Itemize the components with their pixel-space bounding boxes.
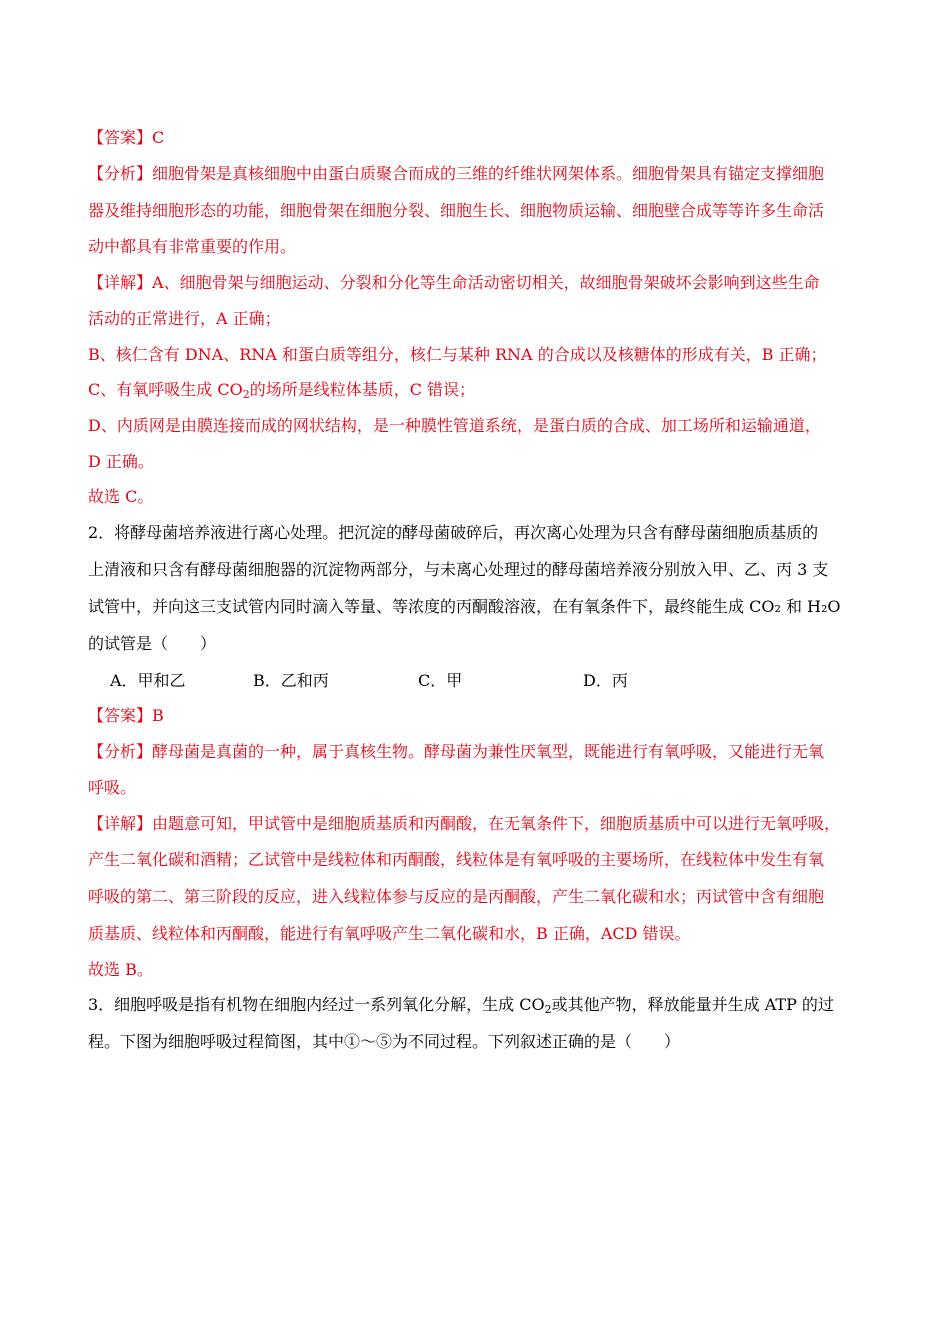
q2-answer-tag: 【答案】 — [88, 706, 153, 725]
q1-analysis-text-1: 细胞骨架是真核细胞中由蛋白质聚合而成的三维的纤维状网架体系。细胞骨架具有锚定支撑细胞 — [152, 164, 825, 183]
q1-detail-text-4a: C、有氧呼吸生成 CO — [88, 380, 243, 399]
q2-detail-line-2: 产生二氧化碳和酒精；乙试管中是线粒体和丙酮酸，线粒体是有氧呼吸的主要场所，在线粒体中发生有氧 — [88, 850, 825, 869]
q3-stem-text-1b: 或其他产物，释放能量并生成 ATP 的过 — [551, 995, 834, 1014]
q2-analysis-line-1 — [88, 742, 824, 762]
q1-analysis-tag: 【分析】 — [88, 164, 153, 183]
q3-stem-subscript: 2 — [544, 1003, 552, 1016]
q2-stem-line-4: 的试管是（ ） — [88, 634, 217, 653]
q2-option-d: D．丙 — [583, 671, 628, 690]
q3-stem-line-1 — [88, 995, 834, 1015]
q2-stem-line-1: 2．将酵母菌培养液进行离心处理。把沉淀的酵母菌破碎后，再次离心处理为只含有酵母菌细胞质基质的 — [88, 523, 819, 542]
q2-option-a: A．甲和乙 — [110, 671, 186, 690]
q1-choose-line: 故选 C。 — [88, 487, 154, 506]
q2-answer-line — [88, 706, 164, 726]
q1-analysis-line-1 — [88, 164, 824, 184]
q2-option-b: B．乙和丙 — [253, 671, 329, 690]
q2-detail-line-1 — [88, 814, 840, 834]
q1-answer-line — [88, 128, 164, 148]
q2-option-c: C．甲 — [418, 671, 463, 690]
q2-stem-line-3: 试管中，并向这三支试管内同时滴入等量、等浓度的丙酮酸溶液，在有氧条件下，最终能生成 CO₂ 和 H₂O — [88, 597, 841, 616]
q3-stem-line-2: 程。下图为细胞呼吸过程简图，其中①～⑤为不同过程。下列叙述正确的是（ ） — [88, 1032, 681, 1051]
q2-detail-text-1: 由题意可知，甲试管中是细胞质基质和丙酮酸，在无氧条件下，细胞质基质中可以进行无氧呼吸， — [152, 814, 841, 833]
q1-detail-line-1 — [88, 273, 820, 293]
q1-detail-tag: 【详解】 — [88, 273, 153, 292]
q1-detail-line-2: 活动的正常进行，A 正确； — [88, 309, 281, 328]
q1-detail-line-4 — [88, 380, 475, 400]
q1-detail-text-4b: 的场所是线粒体基质，C 错误； — [249, 380, 476, 399]
q2-detail-line-3: 呼吸的第二、第三阶段的反应，进入线粒体参与反应的是丙酮酸，产生二氧化碳和水；丙试管中含有细胞 — [88, 887, 825, 906]
q2-analysis-text-1: 酵母菌是真菌的一种，属于真核生物。酵母菌为兼性厌氧型，既能进行有氧呼吸，又能进行无氧 — [152, 742, 825, 761]
q1-detail-line-3: B、核仁含有 DNA、RNA 和蛋白质等组分，核仁与某种 RNA 的合成以及核糖体的形成有关，B 正确； — [88, 345, 827, 364]
q1-detail-line-5: D、内质网是由膜连接而成的网状结构，是一种膜性管道系统，是蛋白质的合成、加工场所和运输通道， — [88, 416, 821, 435]
q1-answer-tag: 【答案】 — [88, 128, 153, 147]
q2-detail-tag: 【详解】 — [88, 814, 153, 833]
q1-analysis-line-2: 器及维持细胞形态的功能，细胞骨架在细胞分裂、细胞生长、细胞物质运输、细胞壁合成等等许多生命活 — [88, 201, 825, 220]
q1-answer-value: C — [152, 128, 165, 147]
q2-choose-line: 故选 B。 — [88, 960, 153, 979]
q1-detail-line-6: D 正确。 — [88, 452, 154, 471]
q2-stem-line-2: 上清液和只含有酵母菌细胞器的沉淀物两部分，与未离心处理过的酵母菌培养液分别放入甲、乙、丙 3 支 — [88, 560, 829, 579]
q2-answer-value: B — [152, 706, 164, 725]
q2-analysis-tag: 【分析】 — [88, 742, 153, 761]
q3-stem-text-1a: 3．细胞呼吸是指有机物在细胞内经过一系列氧化分解，生成 CO — [88, 995, 545, 1014]
q1-detail-text-1: A、细胞骨架与细胞运动、分裂和分化等生命活动密切相关，故细胞骨架破坏会影响到这些生命 — [152, 273, 820, 292]
q2-analysis-line-2: 呼吸。 — [88, 778, 137, 797]
q2-detail-line-4: 质基质、线粒体和丙酮酸，能进行有氧呼吸产生二氧化碳和水，B 正确，ACD 错误。 — [88, 924, 691, 943]
q1-analysis-line-3: 动中都具有非常重要的作用。 — [88, 237, 297, 256]
q1-detail-subscript: 2 — [242, 388, 250, 401]
